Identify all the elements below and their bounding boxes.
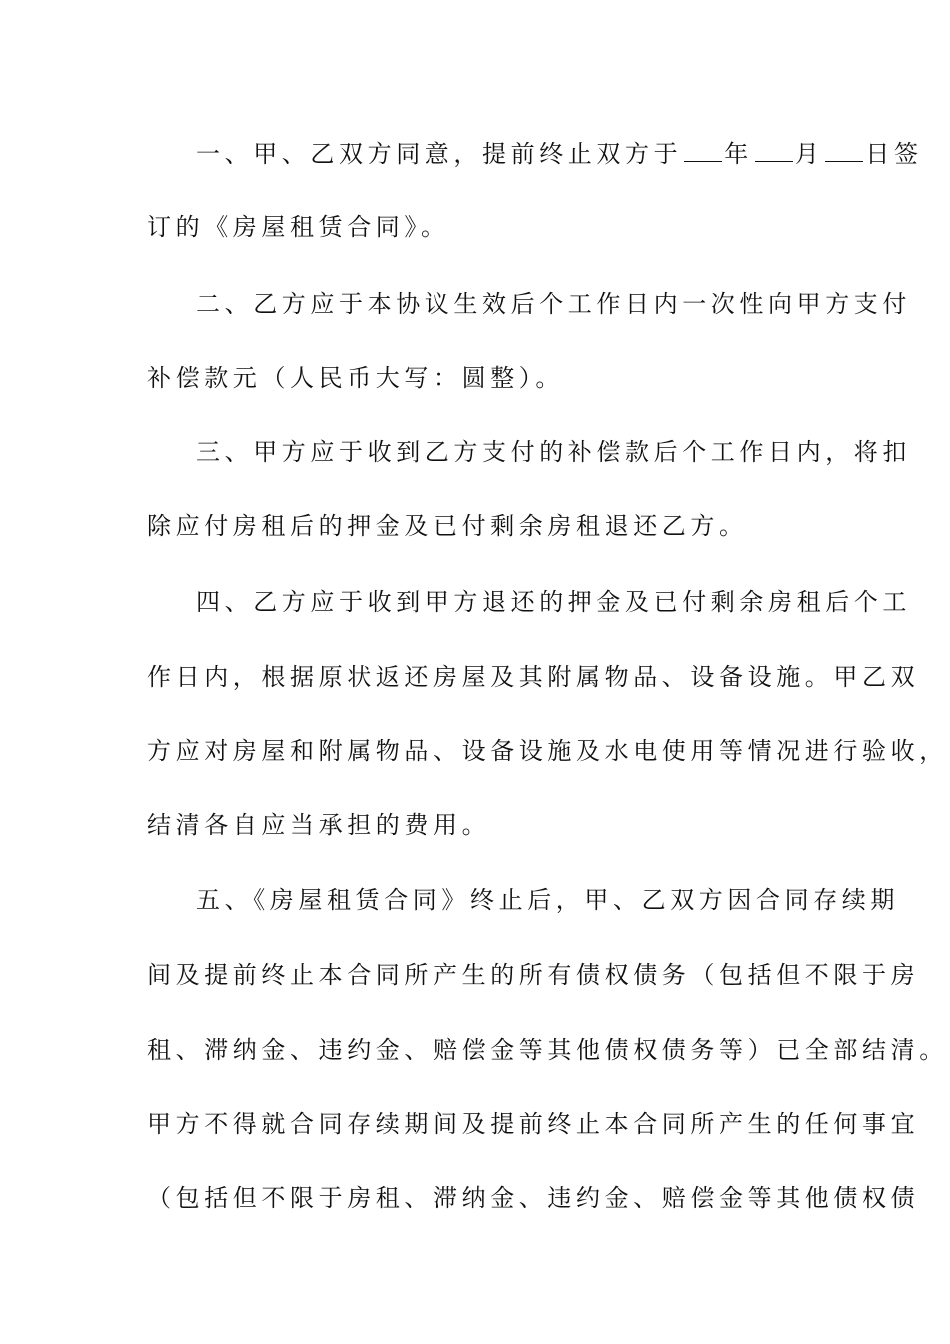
clause-5-line-2: 间及提前终止本合同所产生的所有债权债务（包括但不限于房 xyxy=(147,961,920,989)
clause-5-line-5: （包括但不限于房租、滞纳金、违约金、赔偿金等其他债权债 xyxy=(147,1184,920,1212)
clause-2-line-2: 补偿款元（人民币大写：圆整）。 xyxy=(147,364,564,392)
clause-1-line-1 xyxy=(196,138,923,170)
clause-5-line-1: 五、《房屋租赁合同》终止后，甲、乙双方因合同存续期 xyxy=(196,886,899,914)
clause-3-line-2: 除应付房租后的押金及已付剩余房租退还乙方。 xyxy=(147,512,748,540)
month-blank xyxy=(755,141,793,162)
day-blank xyxy=(825,141,863,162)
month-label: 月 xyxy=(794,140,824,168)
clause-3-line-1: 三、甲方应于收到乙方支付的补偿款后个工作日内，将扣 xyxy=(196,438,911,466)
clause-5-line-3: 租、滞纳金、违约金、赔偿金等其他债权债务等）已全部结清。 xyxy=(147,1036,948,1064)
clause-2-line-1: 二、乙方应于本协议生效后个工作日内一次性向甲方支付 xyxy=(196,290,911,318)
year-blank xyxy=(684,141,722,162)
clause-1-text-start: 一、甲、乙双方同意，提前终止双方于 xyxy=(196,140,683,168)
clause-4-line-3: 方应对房屋和附属物品、设备设施及水电使用等情况进行验收， xyxy=(147,737,948,765)
clause-4-line-1: 四、乙方应于收到甲方退还的押金及已付剩余房租后个工 xyxy=(196,588,911,616)
clause-1-line-2: 订的《房屋租赁合同》。 xyxy=(147,213,450,241)
day-sign-label: 日签 xyxy=(865,140,923,168)
clause-4-line-4: 结清各自应当承担的费用。 xyxy=(147,811,491,839)
year-label: 年 xyxy=(724,140,753,168)
clause-4-line-2: 作日内，根据原状返还房屋及其附属物品、设备设施。甲乙双 xyxy=(147,663,920,691)
clause-5-line-4: 甲方不得就合同存续期间及提前终止本合同所产生的任何事宜 xyxy=(147,1110,920,1138)
